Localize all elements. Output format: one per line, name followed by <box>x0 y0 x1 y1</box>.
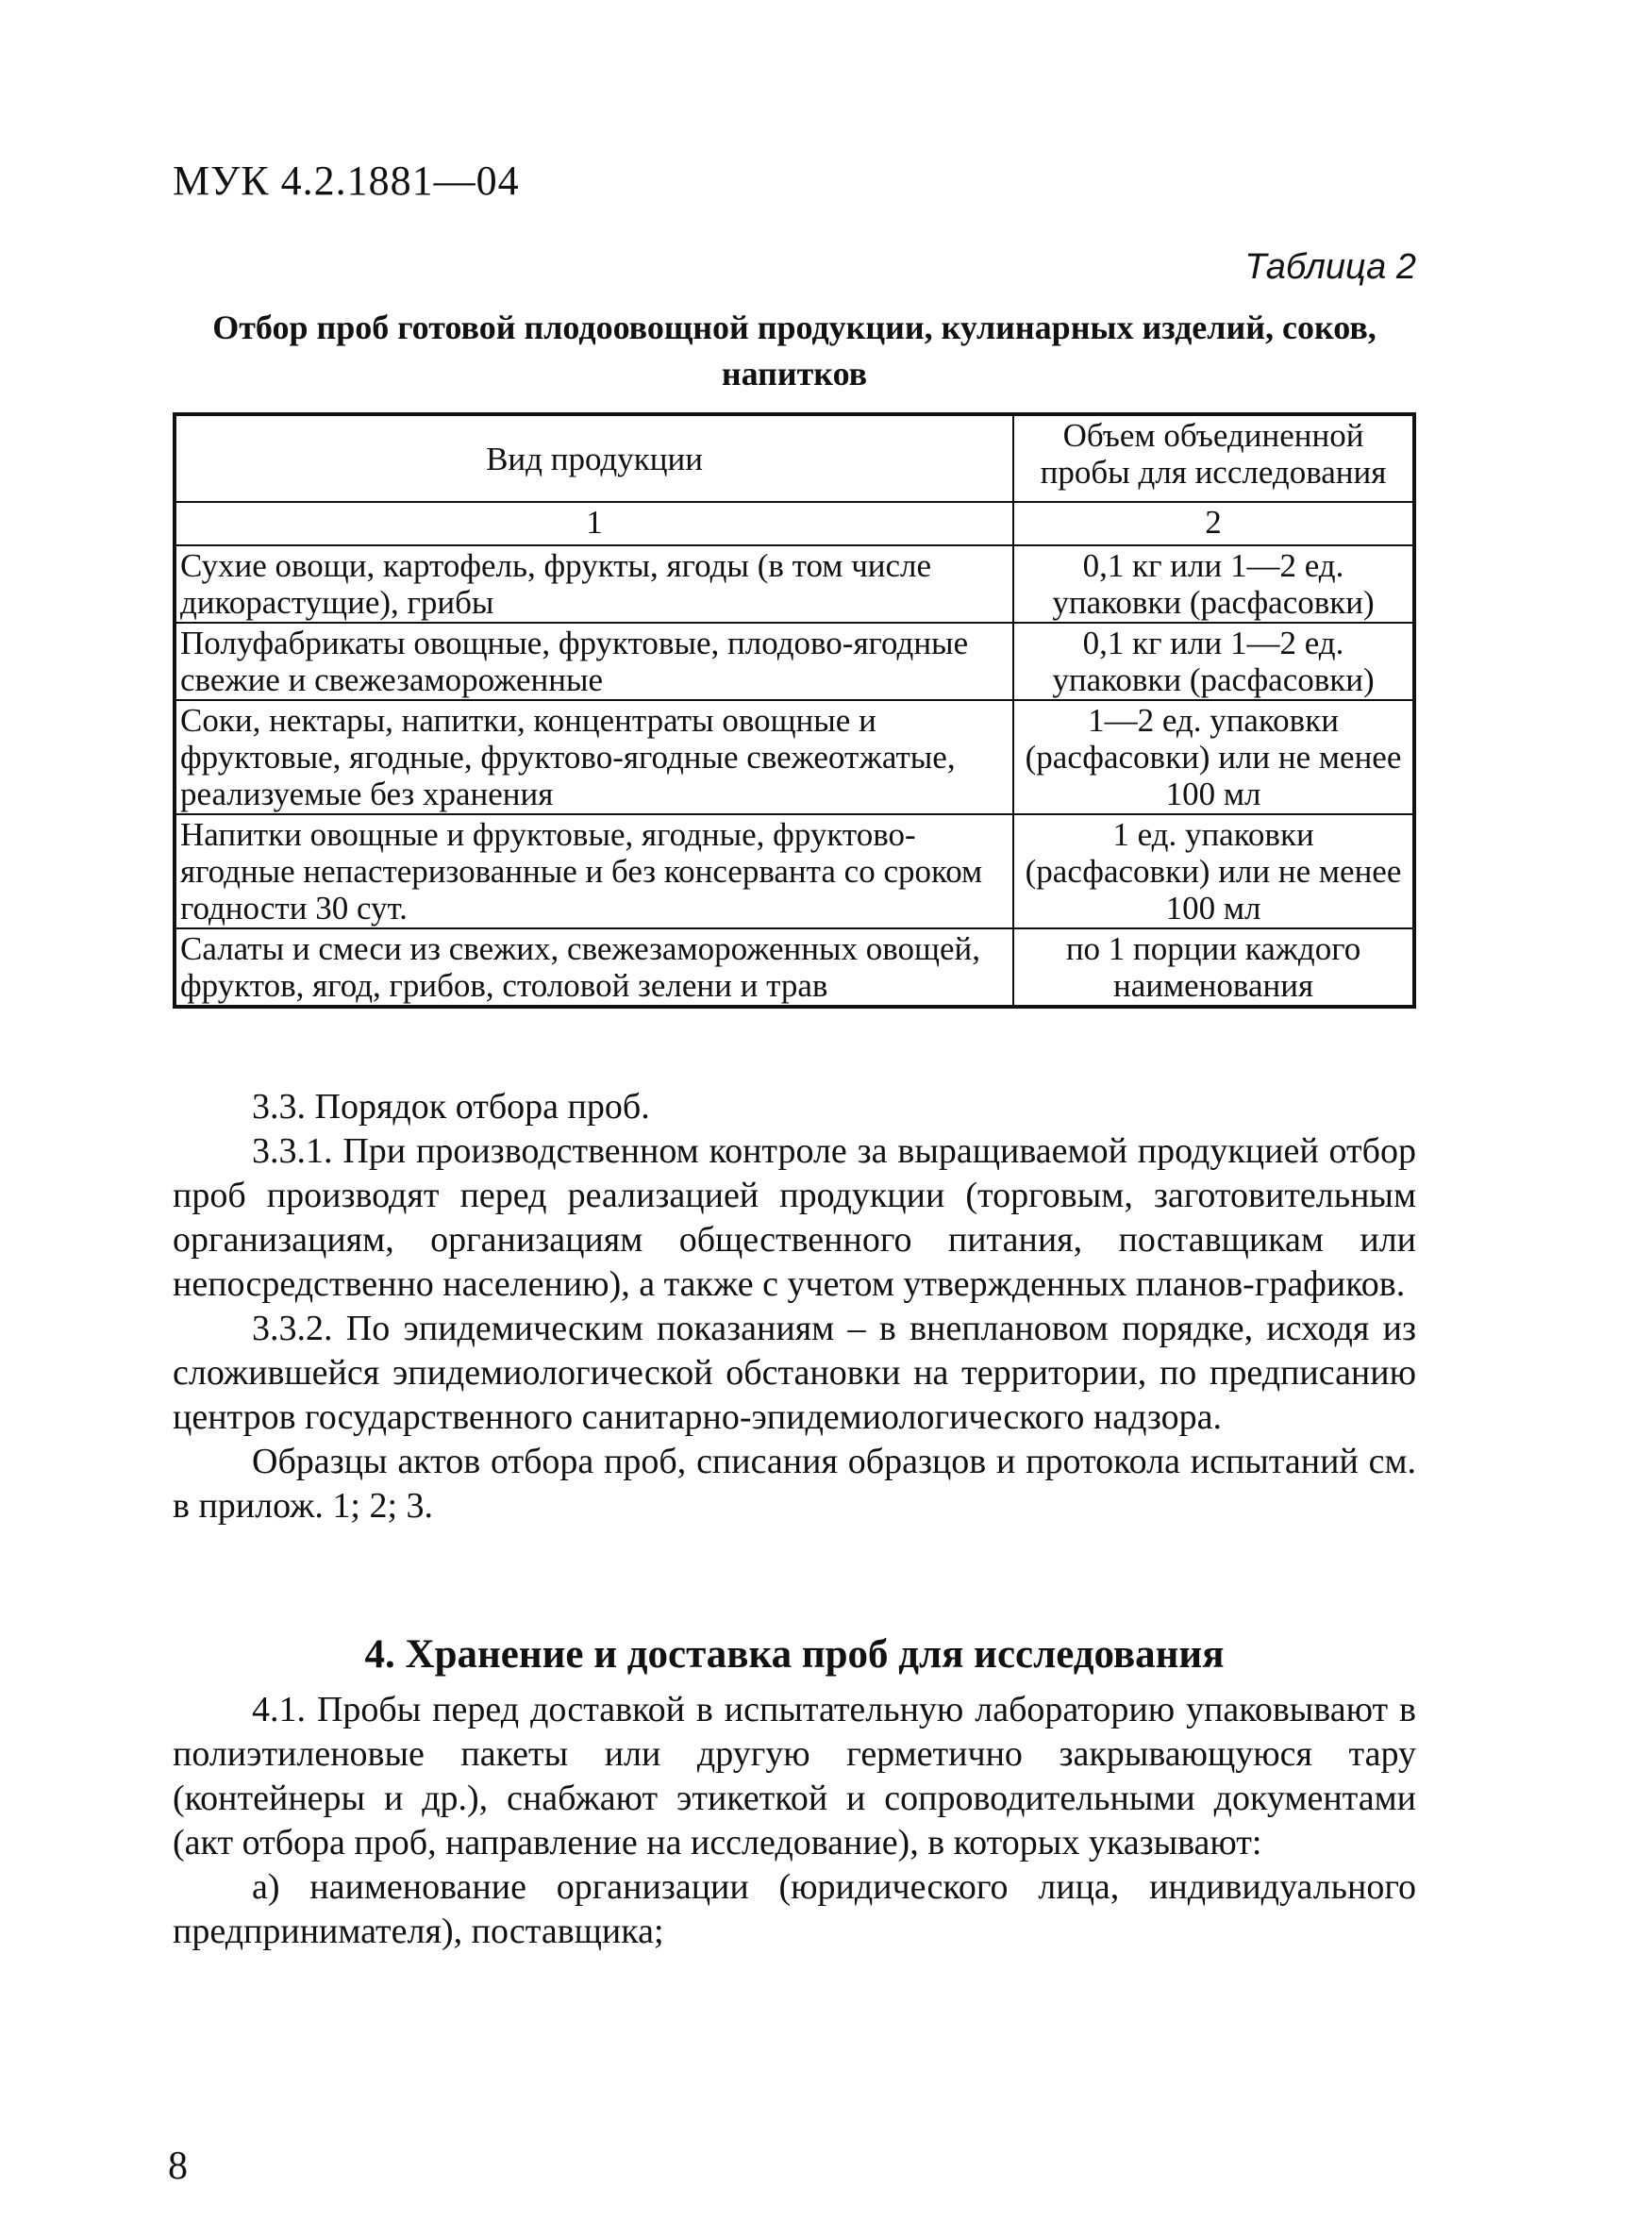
product-cell: Салаты и смеси из свежих, свежезамороженных овощей, фруктов, ягод, грибов, столовой зелени и трав <box>175 928 1013 1007</box>
paragraph-3-3: 3.3. Порядок отбора проб. <box>252 1087 650 1127</box>
product-cell: Полуфабрикаты овощные, фруктовые, плодово-ягодные свежие и свежезамороженные <box>175 623 1013 700</box>
table-row <box>175 814 1414 928</box>
product-cell: Напитки овощные и фруктовые, ягодные, фруктово-ягодные непастеризованные и без консерванта со сроком годности 30 сут. <box>175 814 1013 928</box>
section-3-3-text <box>173 1085 1416 1528</box>
volume-cell: 1 ед. упаковки (расфасовки) или не менее 100 мл <box>1013 814 1414 928</box>
table-row <box>175 623 1414 700</box>
section-4-heading: 4. Хранение и доставка проб для исследования <box>364 1632 1225 1677</box>
column-number: 2 <box>1013 502 1414 545</box>
page-number: 8 <box>168 2145 188 2188</box>
column-number: 1 <box>175 502 1013 545</box>
table-row <box>175 545 1414 623</box>
paragraph-4-1: 4.1. Пробы перед доставкой в испытательную лабораторию упаковывают в полиэтиленовые пакеты или другую герметично закрывающуюся тару (контейнеры и др.), снабжают этикеткой и сопроводительными документами (акт отбора проб, направление на исследование), в которых указывают: <box>173 1690 1416 1862</box>
header-sample-volume: Объем объединенной пробы для исследования <box>1013 414 1414 502</box>
document-code: МУК 4.2.1881—04 <box>173 158 520 204</box>
volume-cell: 1—2 ед. упаковки (расфасовки) или не менее 100 мл <box>1013 700 1414 814</box>
product-cell: Сухие овощи, картофель, фрукты, ягоды (в том числе дикорастущие), грибы <box>175 545 1013 623</box>
table-title: Отбор проб готовой плодоовощной продукции, кулинарных изделий, соков, напитков <box>212 309 1377 392</box>
sampling-table <box>173 412 1416 1009</box>
table-caption: Таблица 2 <box>1244 247 1416 287</box>
paragraph-samples: Образцы актов отбора проб, списания образцов и протокола испытаний см. в прилож. 1; 2; 3. <box>173 1442 1416 1526</box>
volume-cell: по 1 порции каждого наименования <box>1013 928 1414 1007</box>
table-header-row <box>175 414 1414 502</box>
volume-cell: 0,1 кг или 1—2 ед. упаковки (расфасовки) <box>1013 545 1414 623</box>
paragraph-4-1-a: а) наименование организации (юридического лица, индивидуального предпринимателя), поставщика; <box>173 1867 1416 1951</box>
section-4 <box>173 1623 1416 1954</box>
product-cell: Соки, нектары, напитки, концентраты овощные и фруктовые, ягодные, фруктово-ягодные свежеотжатые, реализуемые без хранения <box>175 700 1013 814</box>
paragraph-3-3-2: 3.3.2. По эпидемическим показаниям – в внеплановом порядке, исходя из сложившейся эпидемиологической обстановки на территории, по предписанию центров государственного санитарно-эпидемиологического надзора. <box>173 1309 1416 1437</box>
table-column-numbers-row <box>175 502 1414 545</box>
header-product-type: Вид продукции <box>175 414 1013 502</box>
paragraph-3-3-1: 3.3.1. При производственном контроле за выращиваемой продукцией отбор проб производят перед реализацией продукции (торговым, заготовительным организациям, организациям общественного питания, поставщикам или непосредственно населению), а также с учетом утвержденных планов-графиков. <box>173 1131 1416 1304</box>
volume-cell: 0,1 кг или 1—2 ед. упаковки (расфасовки) <box>1013 623 1414 700</box>
table-row <box>175 700 1414 814</box>
table-row <box>175 928 1414 1007</box>
